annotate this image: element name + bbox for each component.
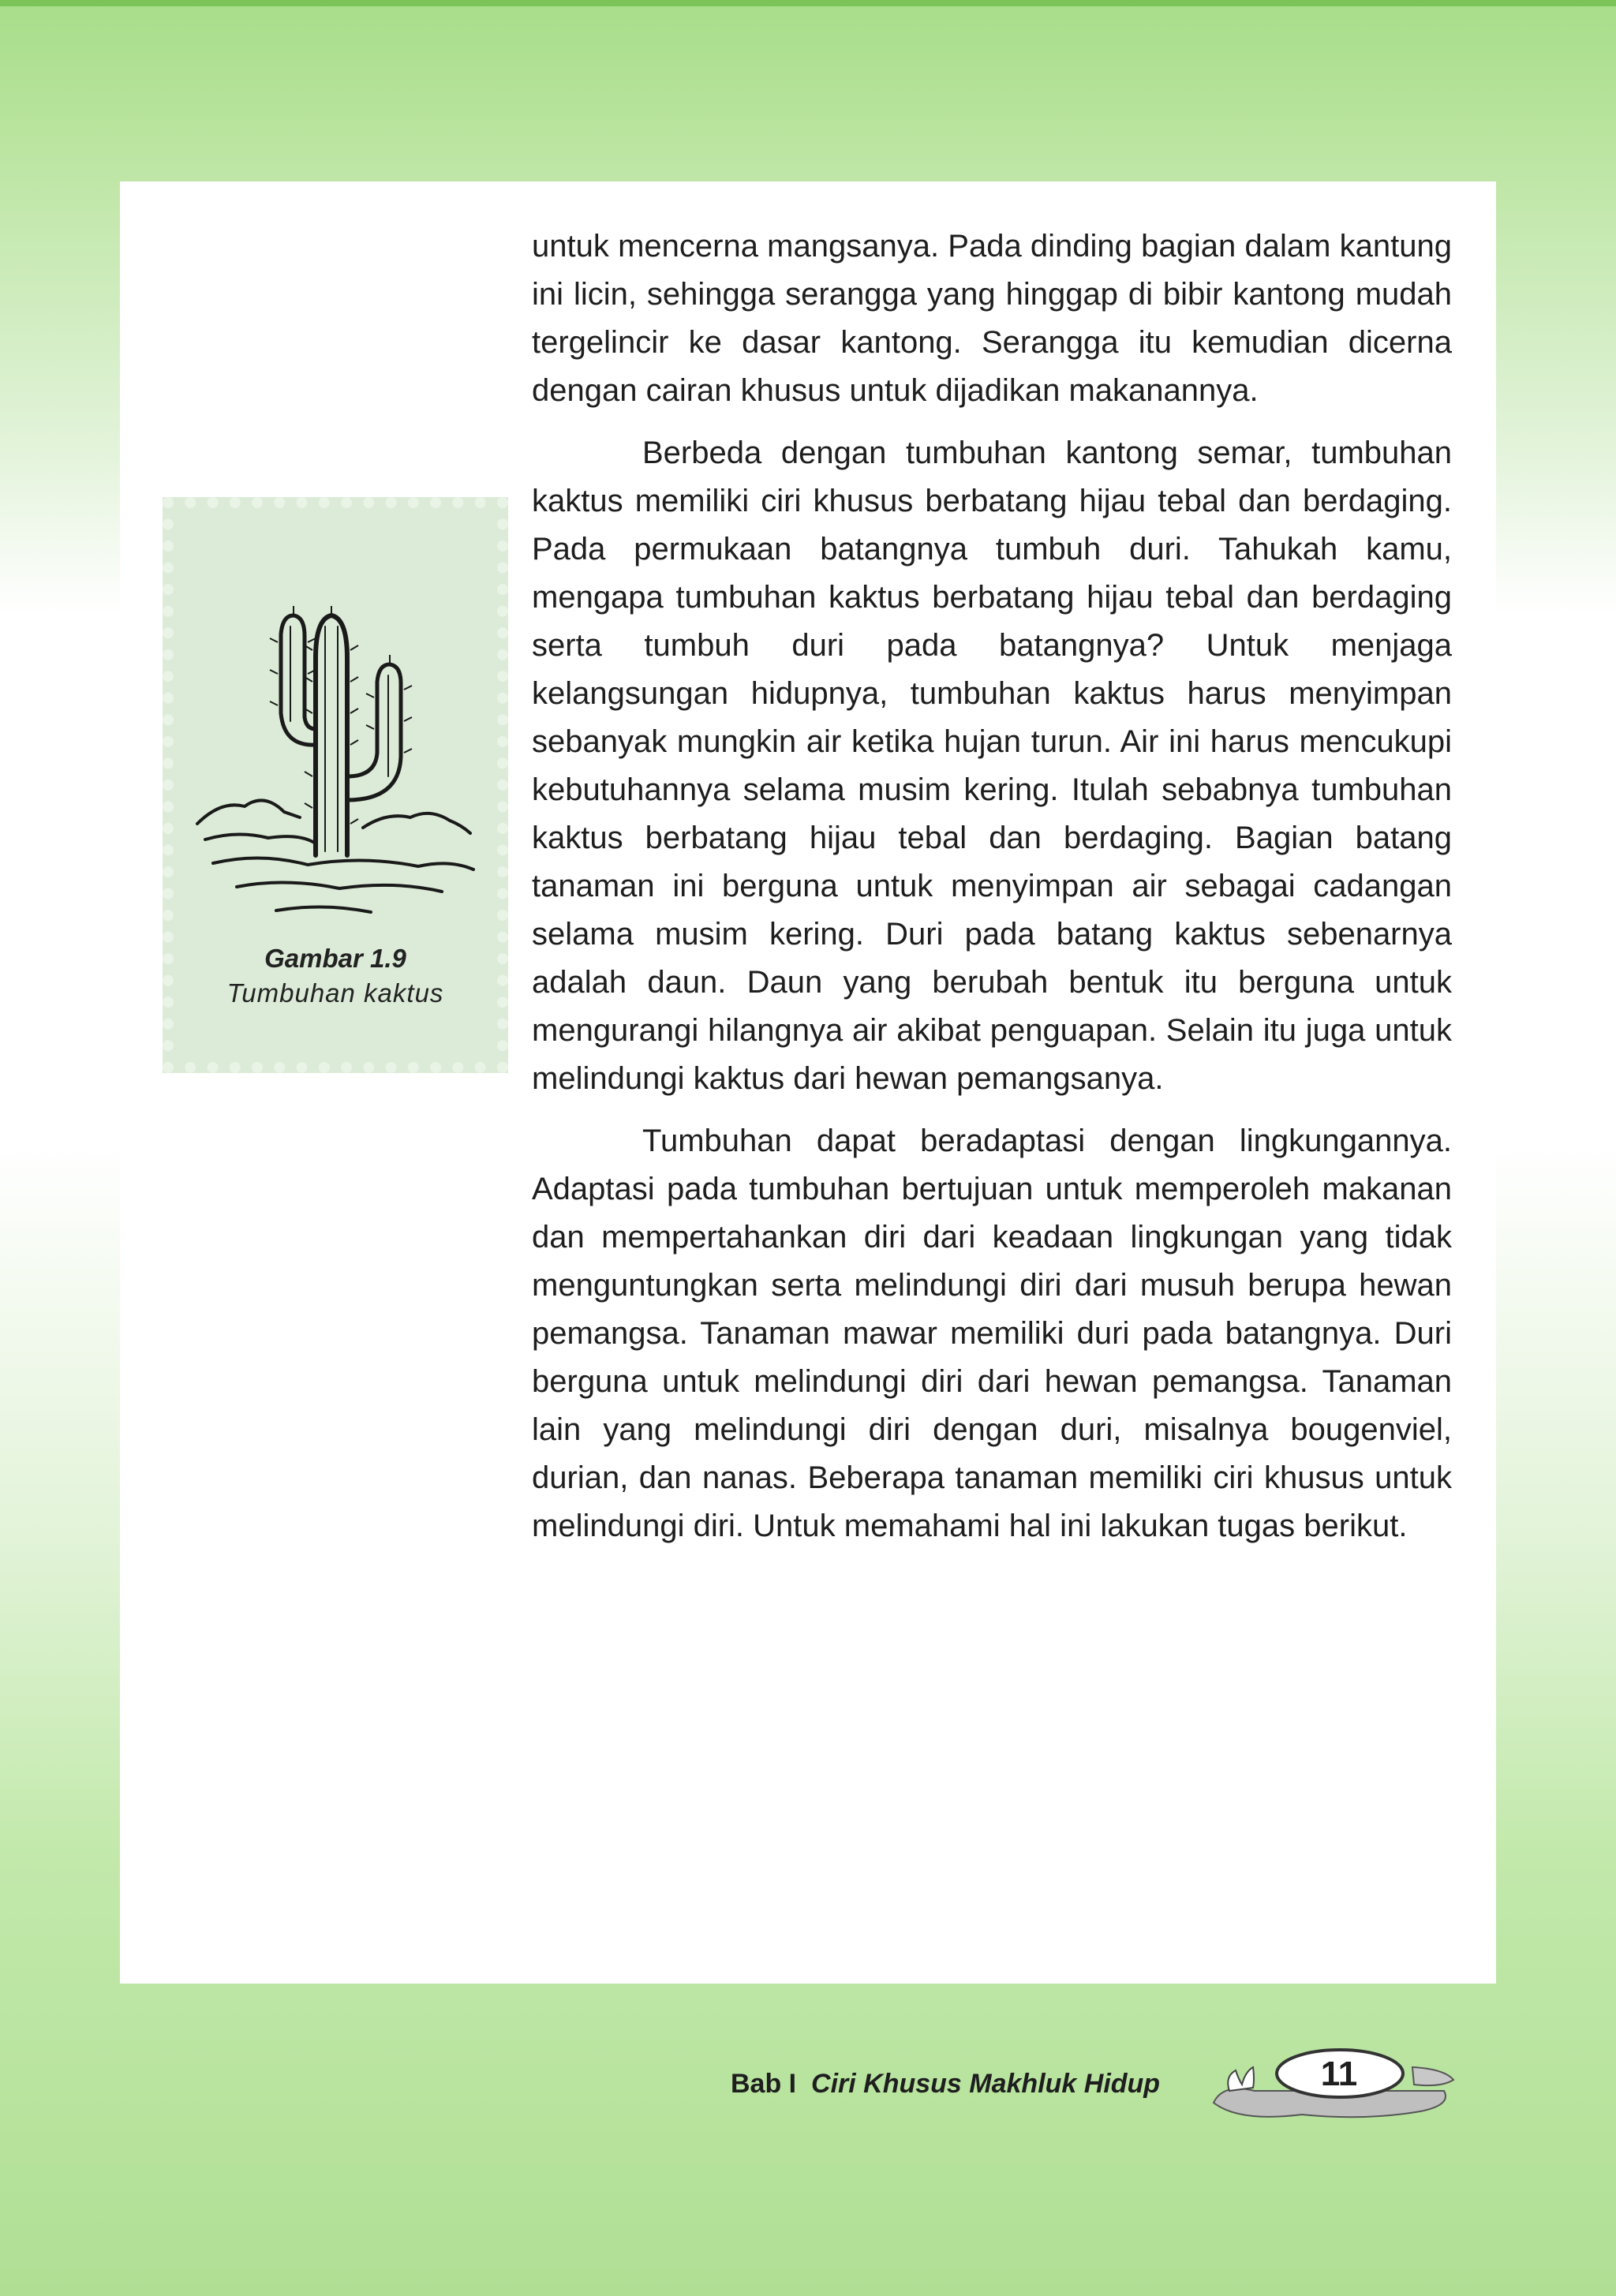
chapter-title: Ciri Khusus Makhluk Hidup — [811, 2069, 1161, 2099]
body-text — [532, 222, 1452, 1565]
running-footer — [731, 2069, 1160, 2100]
figure-stamp-frame — [163, 497, 508, 1073]
chapter-label: Bab I — [731, 2069, 797, 2099]
figure-caption: Tumbuhan kaktus — [226, 978, 444, 1008]
cactus-illustration — [189, 540, 486, 934]
page-number: 11 — [1320, 2055, 1358, 2093]
paragraph: untuk mencerna mangsanya. Pada dinding bagian dalam kantung ini licin, sehingga serangga yang hinggap di bibir kantong mudah tergelincir ke dasar kantong. Serangga itu kemudian dicerna dengan cairan khusus untuk dijadikan makanannya. — [532, 229, 1452, 408]
top-border — [0, 0, 1616, 6]
paragraph: Berbeda dengan tumbuhan kantong semar, tumbuhan kaktus memiliki ciri khusus berbatang hijau tebal dan berdaging. Pada permukaan batangnya tumbuh duri. Tahukah kamu, mengapa tumbuhan kaktus berbatang hijau tebal dan berdaging serta tumbuh duri pada batangnya? Untuk menjaga kelangsungan hidupnya, tumbuhan kaktus harus menyimpan sebanyak mungkin air ketika hujan turun. Air ini harus mencukupi kebutuhannya selama musim kering. Itulah sebabnya tumbuhan kaktus berbatang hijau tebal dan berdaging. Bagian batang tanaman ini berguna untuk menyimpan air sebagai cadangan selama musim kering. Duri pada batang kaktus sebenarnya adalah daun. Daun yang berubah bentuk itu berguna untuk mengurangi hilangnya air akibat penguapan. Selain itu juga untuk melindungi kaktus dari hewan pemangsanya. — [532, 436, 1452, 1096]
paragraph: Tumbuhan dapat beradaptasi dengan lingkungannya. Adaptasi pada tumbuhan bertujuan untuk memperoleh makanan dan mempertahankan diri dari keadaan lingkungan yang tidak menguntungkan serta melindungi diri dari musuh berupa hewan pemangsa. Tanaman mawar memiliki duri pada batangnya. Duri berguna untuk melindungi diri dari hewan pemangsa. Tanaman lain yang melindungi diri dengan duri, misalnya bougenviel, durian, dan nanas. Beberapa tanaman memiliki ciri khusus untuk melindungi diri. Untuk memahami hal ini lakukan tugas berikut. — [532, 1124, 1452, 1543]
figure-number: Gambar 1.9 — [264, 944, 406, 973]
